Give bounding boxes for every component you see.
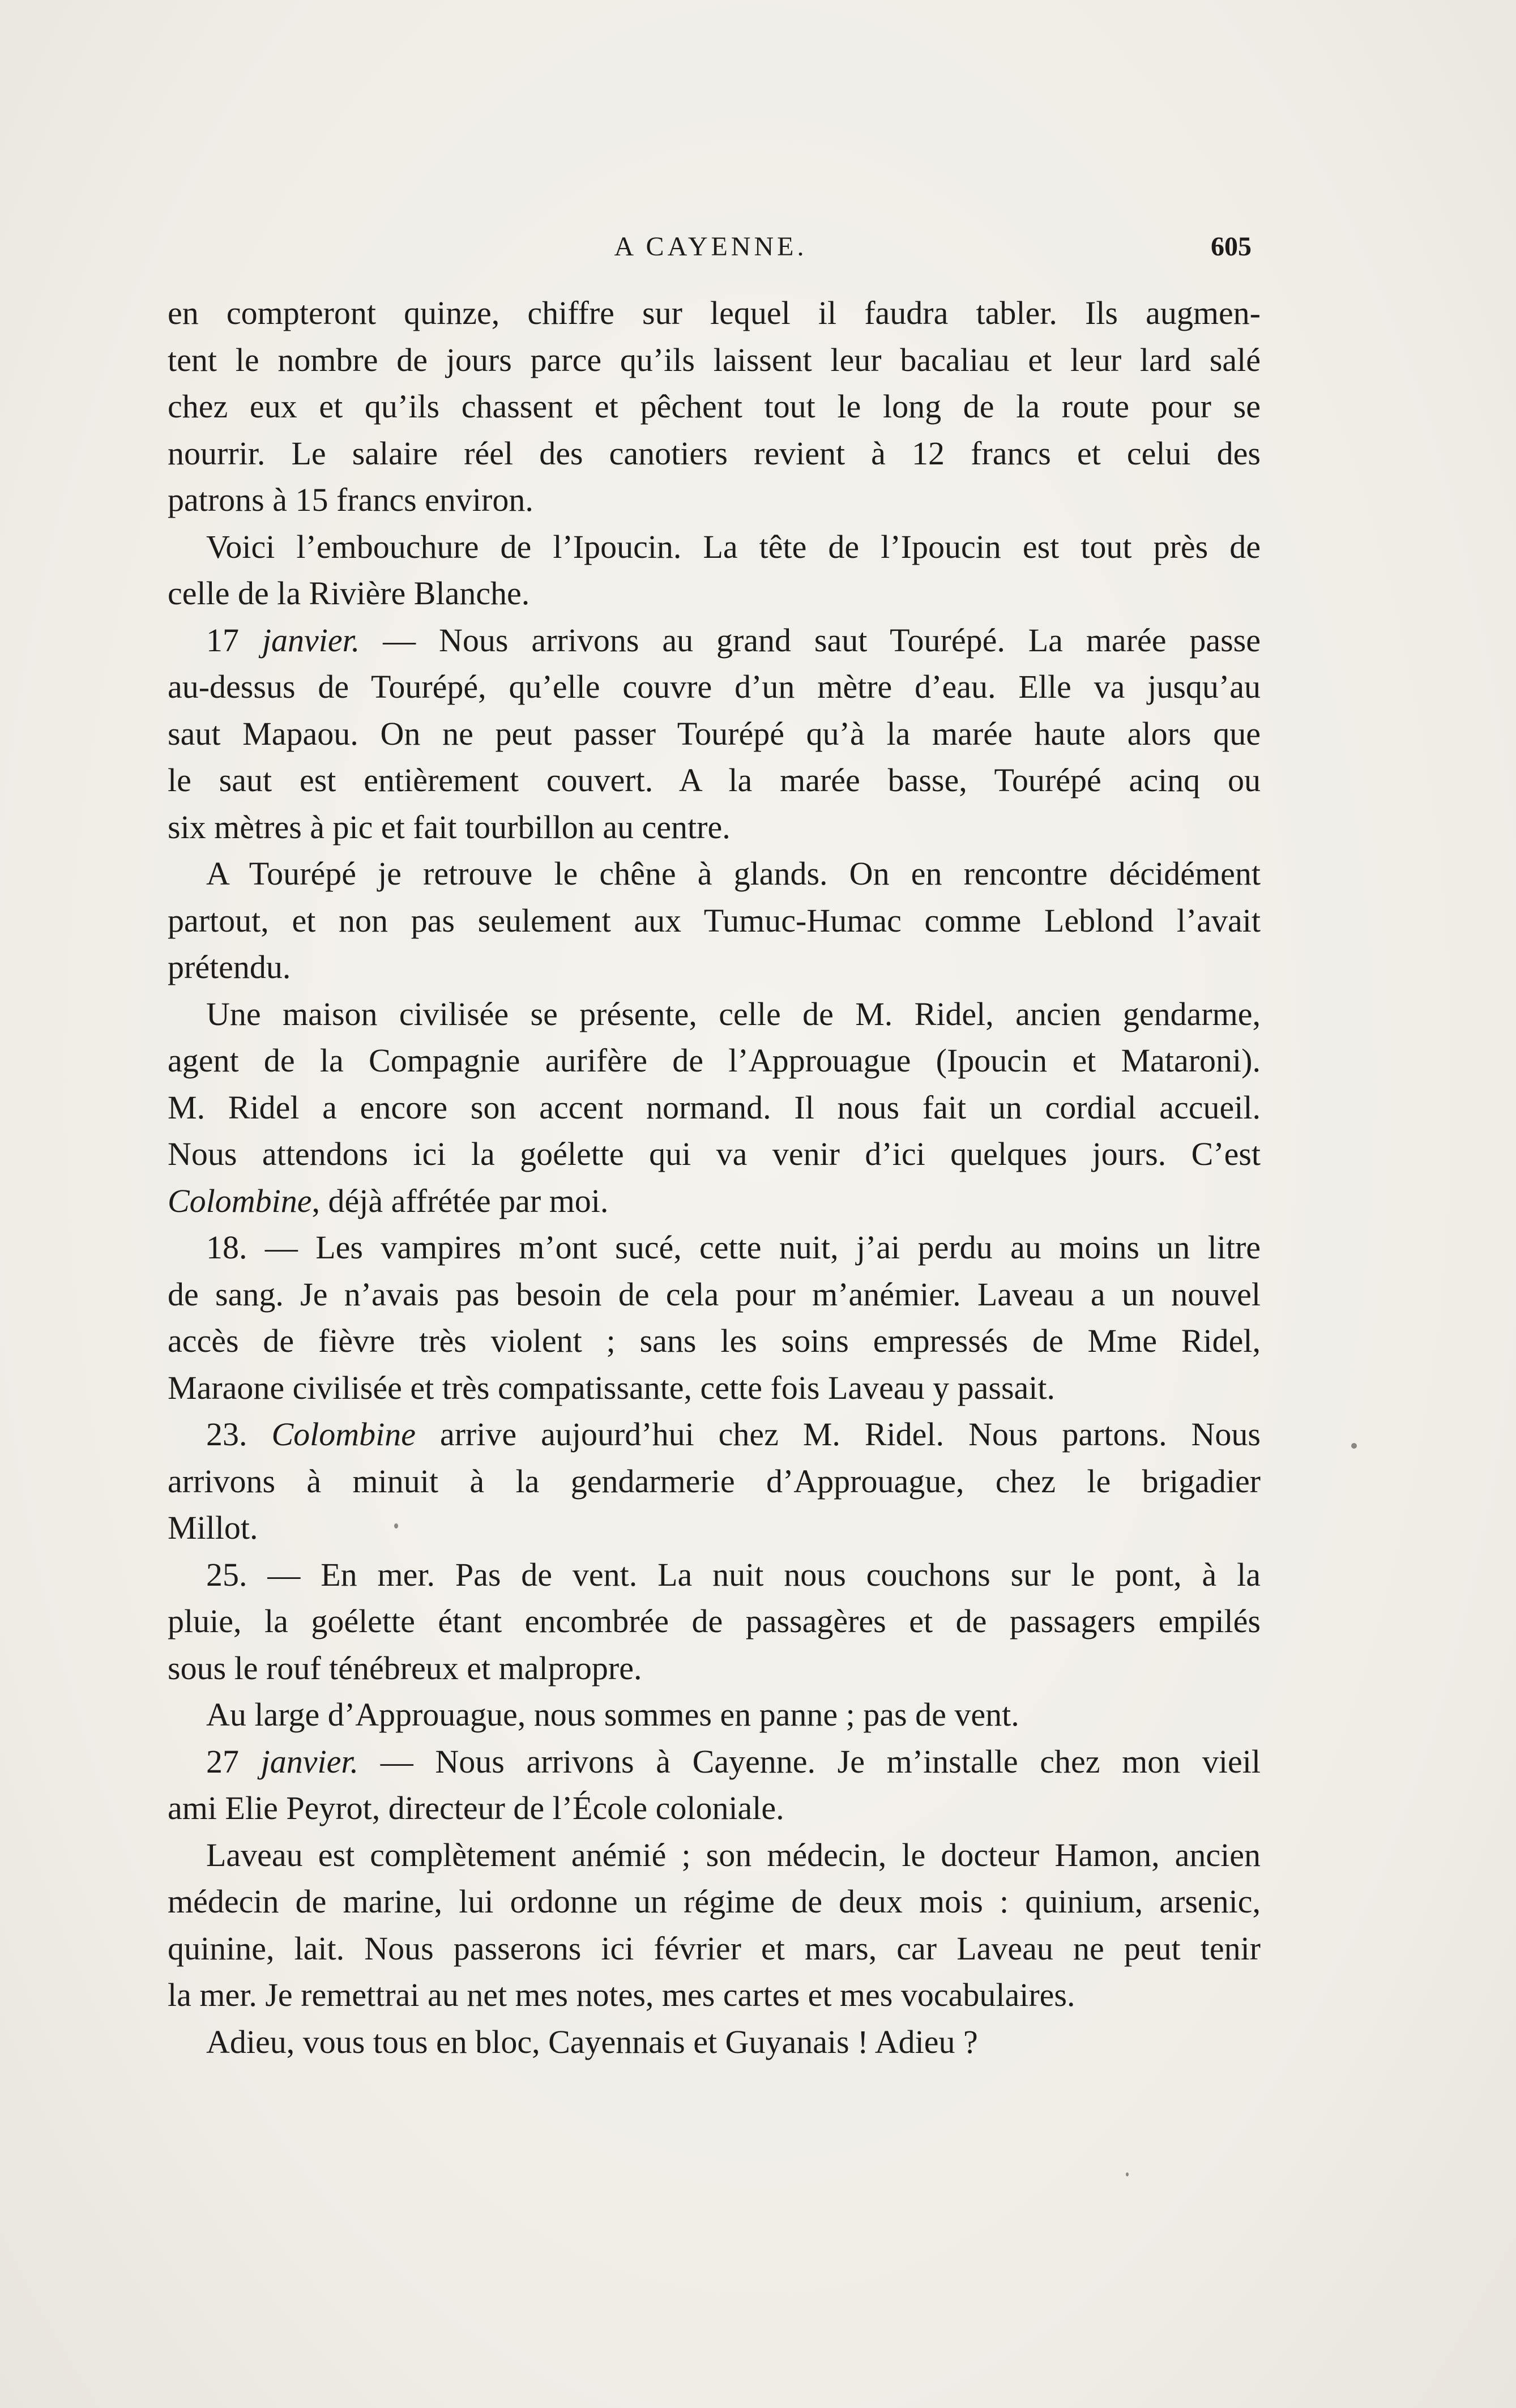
text-line — [168, 1224, 1261, 1271]
text-line — [168, 1878, 1261, 1925]
text-line — [168, 477, 1261, 524]
italic-text: Colombine — [168, 1182, 312, 1219]
text-line — [168, 1645, 1261, 1692]
text-line — [168, 1458, 1261, 1505]
text-line — [168, 1972, 1261, 2019]
text-span: la mer. Je remettrai au net mes notes, mes cartes et mes vocabulaires. — [168, 1976, 1075, 2013]
page-header — [170, 231, 1252, 271]
text-line — [168, 1692, 1261, 1739]
paper-speck — [1351, 1443, 1357, 1449]
text-line — [168, 1598, 1261, 1645]
text-span: arrivons à minuit à la gendarmerie d’Approuague, chez le brigadier — [168, 1462, 1261, 1500]
text-line — [168, 898, 1261, 945]
text-span: — Nous arrivons au grand saut Tourépé. La marée passe — [360, 621, 1261, 659]
text-line — [168, 524, 1261, 571]
text-line — [168, 1785, 1261, 1832]
text-line — [168, 1925, 1261, 1972]
body-text — [168, 290, 1261, 2065]
text-line — [168, 1178, 1261, 1225]
text-line — [168, 804, 1261, 851]
text-span: Au large d’Approuague, nous sommes en panne ; pas de vent. — [206, 1696, 1019, 1733]
text-line — [168, 1318, 1261, 1365]
text-span: de sang. Je n’avais pas besoin de cela pour m’anémier. Laveau a un nouvel — [168, 1275, 1261, 1313]
text-line — [168, 664, 1261, 711]
text-span: M. Ridel a encore son accent normand. Il nous fait un cordial accueil. — [168, 1088, 1261, 1126]
text-span: patrons à 15 francs environ. — [168, 481, 533, 518]
text-line — [168, 1505, 1261, 1552]
text-span: le saut est entièrement couvert. A la marée basse, Tourépé acinq ou — [168, 762, 1261, 799]
page-number: 605 — [1211, 232, 1252, 262]
text-span: Adieu, vous tous en bloc, Cayennais et Guyanais ! Adieu ? — [206, 2023, 978, 2060]
text-line — [168, 383, 1261, 430]
text-span: Laveau est complètement anémié ; son médecin, le docteur Hamon, ancien — [206, 1836, 1261, 1873]
text-span: Une maison civilisée se présente, celle de M. Ridel, ancien gendarme, — [206, 995, 1261, 1032]
text-line — [168, 851, 1261, 898]
text-span: accès de fièvre très violent ; sans les soins empressés de Mme Ridel, — [168, 1322, 1261, 1359]
text-line — [168, 1085, 1261, 1132]
text-line — [168, 1271, 1261, 1318]
text-span: tent le nombre de jours parce qu’ils laissent leur bacaliau et leur lard salé — [168, 341, 1261, 378]
text-span: pluie, la goélette étant encombrée de passagères et de passagers empilés — [168, 1603, 1261, 1640]
text-line — [168, 1411, 1261, 1458]
text-line — [168, 2019, 1261, 2066]
text-line — [168, 1832, 1261, 1879]
text-line — [168, 1038, 1261, 1085]
text-span: sous le rouf ténébreux et malpropre. — [168, 1649, 642, 1687]
text-line — [168, 617, 1261, 664]
text-line — [168, 570, 1261, 617]
text-span: — Nous arrivons à Cayenne. Je m’installe chez mon vieil — [358, 1743, 1261, 1780]
text-span: en compteront quinze, chiffre sur lequel il faudra tabler. Ils augmen- — [168, 294, 1261, 331]
text-line — [168, 757, 1261, 804]
text-line — [168, 711, 1261, 758]
text-span: 27 — [206, 1743, 261, 1780]
text-line — [168, 430, 1261, 477]
text-span: Millot. — [168, 1509, 258, 1546]
text-line — [168, 1552, 1261, 1599]
text-span: celle de la Rivière Blanche. — [168, 575, 530, 612]
text-span: quinine, lait. Nous passerons ici février et mars, car Laveau ne peut tenir — [168, 1929, 1261, 1967]
text-span: 18. — Les vampires m’ont sucé, cette nuit, j’ai perdu au moins un litre — [206, 1229, 1261, 1266]
text-span: agent de la Compagnie aurifère de l’Approuague (Ipoucin et Mataroni). — [168, 1042, 1261, 1079]
text-line — [168, 337, 1261, 384]
text-span: Maraone civilisée et très compatissante, cette fois Laveau y passait. — [168, 1369, 1056, 1406]
text-span: au-dessus de Tourépé, qu’elle couvre d’un mètre d’eau. Elle va jusqu’au — [168, 668, 1261, 705]
text-span: six mètres à pic et fait tourbillon au centre. — [168, 808, 731, 846]
text-span: prétendu. — [168, 949, 291, 985]
text-span: 23. — [206, 1416, 272, 1453]
text-span: chez eux et qu’ils chassent et pêchent tout le long de la route pour se — [168, 388, 1261, 425]
text-span: A Tourépé je retrouve le chêne à glands. On en rencontre décidément — [206, 855, 1261, 892]
italic-text: janvier. — [262, 621, 360, 659]
text-span: arrive aujourd’hui chez M. Ridel. Nous partons. Nous — [416, 1416, 1261, 1453]
text-span: 25. — En mer. Pas de vent. La nuit nous couchons sur le pont, à la — [206, 1556, 1261, 1593]
text-span: ami Elie Peyrot, directeur de l’École coloniale. — [168, 1790, 784, 1826]
paper-speck — [1126, 2172, 1129, 2176]
text-line — [168, 290, 1261, 337]
text-span: nourrir. Le salaire réel des canotiers revient à 12 francs et celui des — [168, 434, 1261, 472]
text-line — [168, 991, 1261, 1038]
italic-text: Colombine — [271, 1416, 416, 1453]
text-line — [168, 944, 1261, 991]
paper-speck — [394, 1523, 398, 1529]
text-line — [168, 1365, 1261, 1412]
text-span: médecin de marine, lui ordonne un régime de deux mois : quinium, arsenic, — [168, 1883, 1261, 1920]
running-title: A CAYENNE. — [614, 232, 808, 262]
text-span: Nous attendons ici la goélette qui va venir d’ici quelques jours. C’est — [168, 1135, 1261, 1172]
text-span: saut Mapaou. On ne peut passer Tourépé qu’à la marée haute alors que — [168, 715, 1261, 752]
italic-text: janvier. — [261, 1743, 359, 1780]
text-line — [168, 1739, 1261, 1786]
text-span: partout, et non pas seulement aux Tumuc-Humac comme Leblond l’avait — [168, 902, 1261, 939]
text-span: 17 — [206, 621, 262, 659]
text-span: , déjà affrétée par moi. — [311, 1182, 609, 1219]
text-line — [168, 1131, 1261, 1178]
text-span: Voici l’embouchure de l’Ipoucin. La tête de l’Ipoucin est tout près de — [206, 528, 1261, 565]
